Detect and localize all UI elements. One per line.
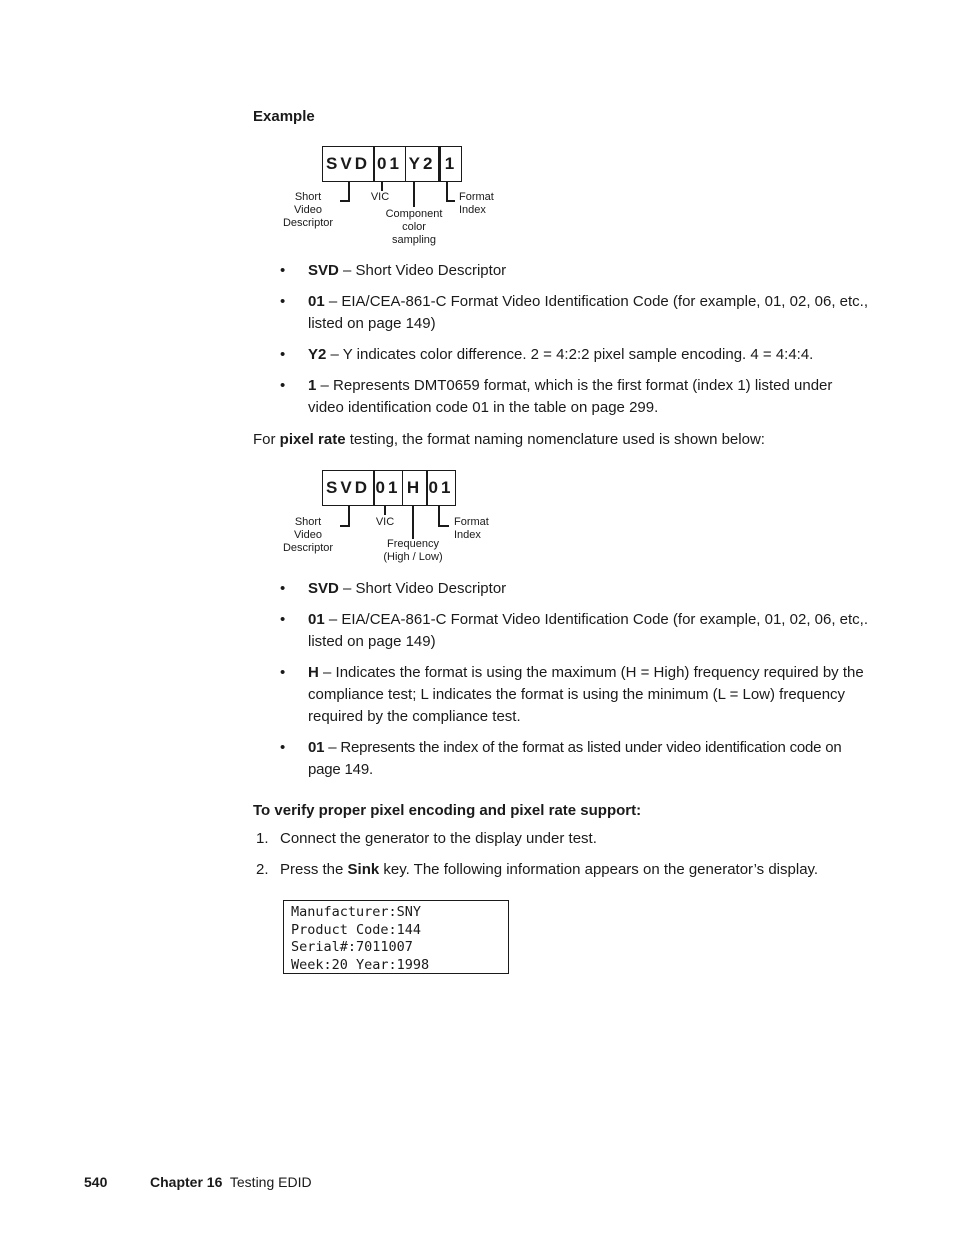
format-code-box <box>322 470 456 506</box>
list-item: • SVD – Short Video Descriptor <box>280 262 507 279</box>
format-code-box <box>322 146 462 182</box>
label-short-video-descriptor: Short Video Descriptor <box>282 516 334 554</box>
list-item: • H – Indicates the format is using the maximum (H = High) frequency required by the compliance test; L indicates the format is using the minimum (L = Low) frequency required by the compliance test. <box>280 664 864 725</box>
display-line-week-year: Week:20 Year:1998 <box>291 956 430 973</box>
label-component-color-sampling: Component color sampling <box>385 208 443 246</box>
list-item: • 01 – EIA/CEA-861-C Format Video Identification Code (for example, 01, 02, 06, etc., listed on page 149) <box>280 293 869 332</box>
segment-svd: SVD <box>326 154 370 173</box>
label-frequency: Frequency (High / Low) <box>383 538 443 563</box>
bullet-list-encoding <box>280 260 870 428</box>
list-item: • Y2 – Y indicates color difference. 2 = 4:2:2 pixel sample encoding. 4 = 4:4:4. <box>280 346 814 363</box>
list-item: • SVD – Short Video Descriptor <box>280 580 507 597</box>
list-item: • 01 – EIA/CEA-861-C Format Video Identification Code (for example, 01, 02, 06, etc,. listed on page 149) <box>280 611 869 650</box>
segment-format: 01 <box>428 478 454 497</box>
label-vic: VIC <box>370 191 390 203</box>
segment-vic: 01 <box>375 478 401 497</box>
display-line-serial: Serial#:7011007 <box>291 939 413 955</box>
segment-format: 1 <box>444 154 458 173</box>
list-item: 2. Press the Sink key. The following information appears on the generator’s display. <box>256 861 819 878</box>
segment-frequency: H <box>406 478 423 497</box>
procedure-heading: To verify proper pixel encoding and pixel rate support: <box>253 802 642 819</box>
procedure-steps <box>256 828 876 890</box>
label-short-video-descriptor: Short Video Descriptor <box>282 191 334 229</box>
list-item: • 01 – Represents the index of the format as listed under video identification code on page 149. <box>280 739 842 778</box>
segment-vic: 01 <box>377 154 402 173</box>
label-format-index: Format Index <box>454 516 489 541</box>
list-item: • 1 – Represents DMT0659 format, which is the first format (index 1) listed under video identification code 01 in the table on page 299. <box>280 377 833 416</box>
chapter-title: Testing EDID <box>229 1174 312 1190</box>
list-item: 1. Connect the generator to the display under test. <box>256 830 597 847</box>
display-line-product-code: Product Code:144 <box>291 921 422 938</box>
label-format-index: Format Index <box>459 191 494 216</box>
segment-svd: SVD <box>326 478 370 497</box>
segment-component: Y2 <box>408 154 436 173</box>
page-number: 540 <box>84 1174 108 1190</box>
chapter-footer <box>150 1174 312 1190</box>
chapter-label: Chapter 16 <box>150 1174 223 1190</box>
display-line-manufacturer: Manufacturer:SNY <box>291 904 422 920</box>
pixel-rate-paragraph: For pixel rate testing, the format naming nomenclature used is shown below: <box>253 431 765 448</box>
label-vic: VIC <box>375 516 395 528</box>
bullet-list-pixel-rate <box>280 578 870 790</box>
generator-display <box>283 900 509 974</box>
section-heading-example: Example <box>253 108 315 125</box>
